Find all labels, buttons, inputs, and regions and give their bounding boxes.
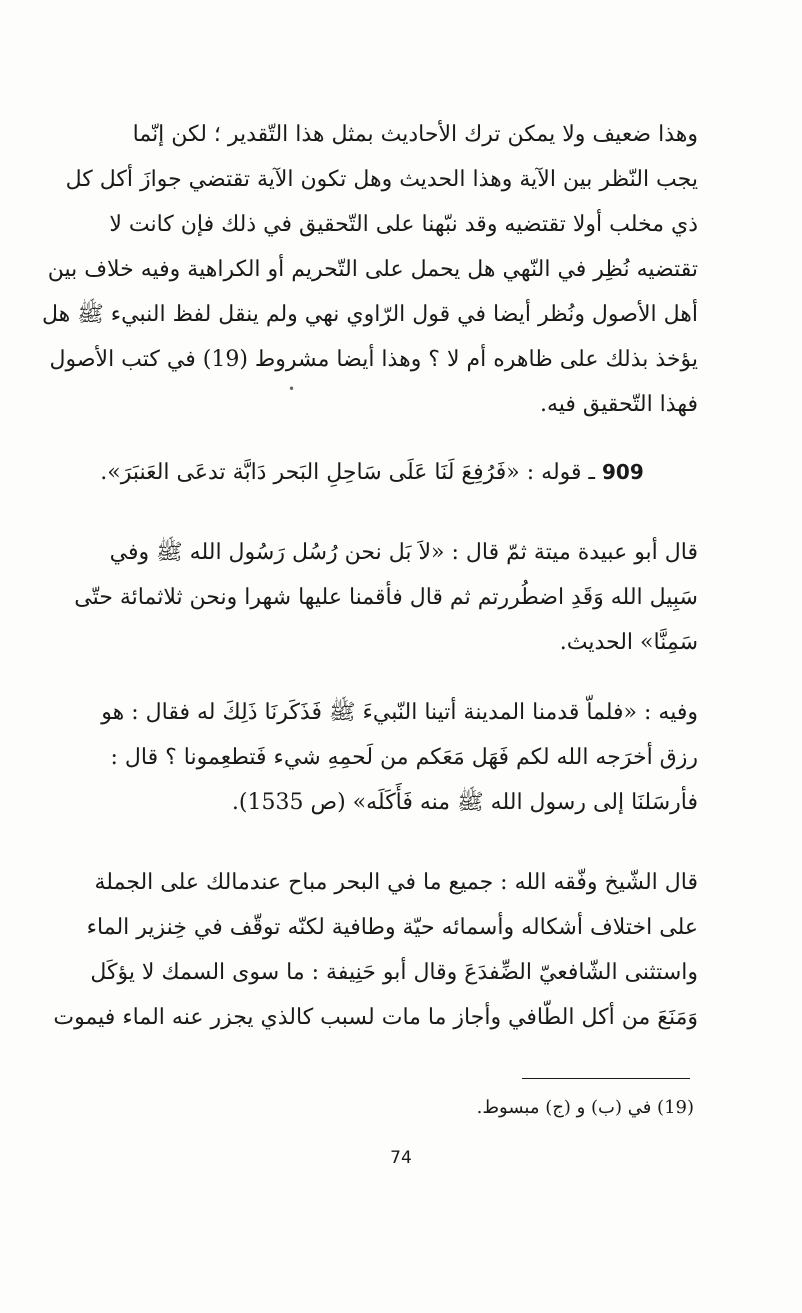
text-line: وَمَنَعَ من أكل الطّافي وأجاز ما مات لسبب كالذي يجزر عنه الماء فيموت (53, 1005, 698, 1030)
text-line: وهذا ضعيف ولا يمكن ترك الأحاديث بمثل هذا التّقدير ؛ لكن إنّما (132, 122, 698, 147)
footnote-divider (522, 1078, 690, 1079)
text-line: يجب النّظر بين الآية وهذا الحديث وهل تكون الآية تقتضي جوازَ أكل كل (65, 167, 698, 192)
text-line: قال أبو عبيدة ميتة ثمّ قال : «لاَ بَل نحن رُسُل رَسُول الله ﷺ وفي (109, 540, 698, 565)
text-line: واستثنى الشّافعيّ الضِّفدَعَ وقال أبو حَنِيفة : ما سوى السمك لا يؤكَل (90, 960, 698, 985)
paragraph-sheikh (46, 860, 698, 1040)
page-number: 74 (390, 1148, 412, 1168)
text-line: سَمِنَّا» الحديث. (559, 630, 698, 655)
hadith-heading (46, 450, 698, 495)
text-line: قال الشّيخ وفّقه الله : جميع ما في البحر مباح عندمالك على الجملة (94, 870, 698, 895)
text-line: أهل الأصول ونُظر أيضا في قول الرّاوي نهي ولم ينقل لفظ النبيء ﷺ هل (41, 302, 698, 327)
paragraph-commentary (41, 112, 698, 427)
text-line: فأرسَلنَا إلى رسول الله ﷺ منه فَأَكَلَه» (ص 1535). (231, 790, 698, 815)
stray-mark: • (288, 382, 296, 396)
text-line: وفيه : «فلماّ قدمنا المدينة أتينا النّبيءَ ﷺ فَذَكَرنَا ذَلِكَ له فقال : هو (101, 700, 698, 725)
text-line: تقتضيه نُظِر في النّهي هل يحمل على التّحريم أو الكراهية وفيه خلاف بين (47, 257, 698, 282)
hadith-heading-text: ـ قوله : «فَرُفِعَ لَنَا عَلَى سَاحِلِ البَحر دَابَّة تدعَى العَنبَرَ». (100, 460, 595, 485)
text-line: رزق أخرَجه الله لكم فَهَل مَعَكم من لَحمِهِ شيء فَتطعِمونا ؟ قال : (110, 745, 698, 770)
text-line: فهذا التّحقيق فيه. (539, 392, 698, 417)
paragraph-medina (46, 690, 698, 825)
text-line: ذي مخلب أولا تقتضيه وقد نبّهنا على التّحقيق في ذلك فإن كانت لا (109, 212, 698, 237)
hadith-number: 909 (602, 460, 644, 484)
footnote: (19) في (ب) و (ج) مبسوط. (476, 1097, 694, 1118)
text-line: سَبِيل الله وَقَدِ اضطُررتم ثم قال فأقمنا عليها شهرا ونحن ثلاثمائة حتّى (74, 585, 698, 610)
text-line: على اختلاف أشكاله وأسمائه حيّة وطافية لكنّه توقّف في خِنزير الماء (86, 915, 698, 940)
paragraph-abu-ubaida (46, 530, 698, 665)
text-line: يؤخذ بذلك على ظاهره أم لا ؟ وهذا أيضا مشروط (19) في كتب الأصول (49, 347, 698, 372)
